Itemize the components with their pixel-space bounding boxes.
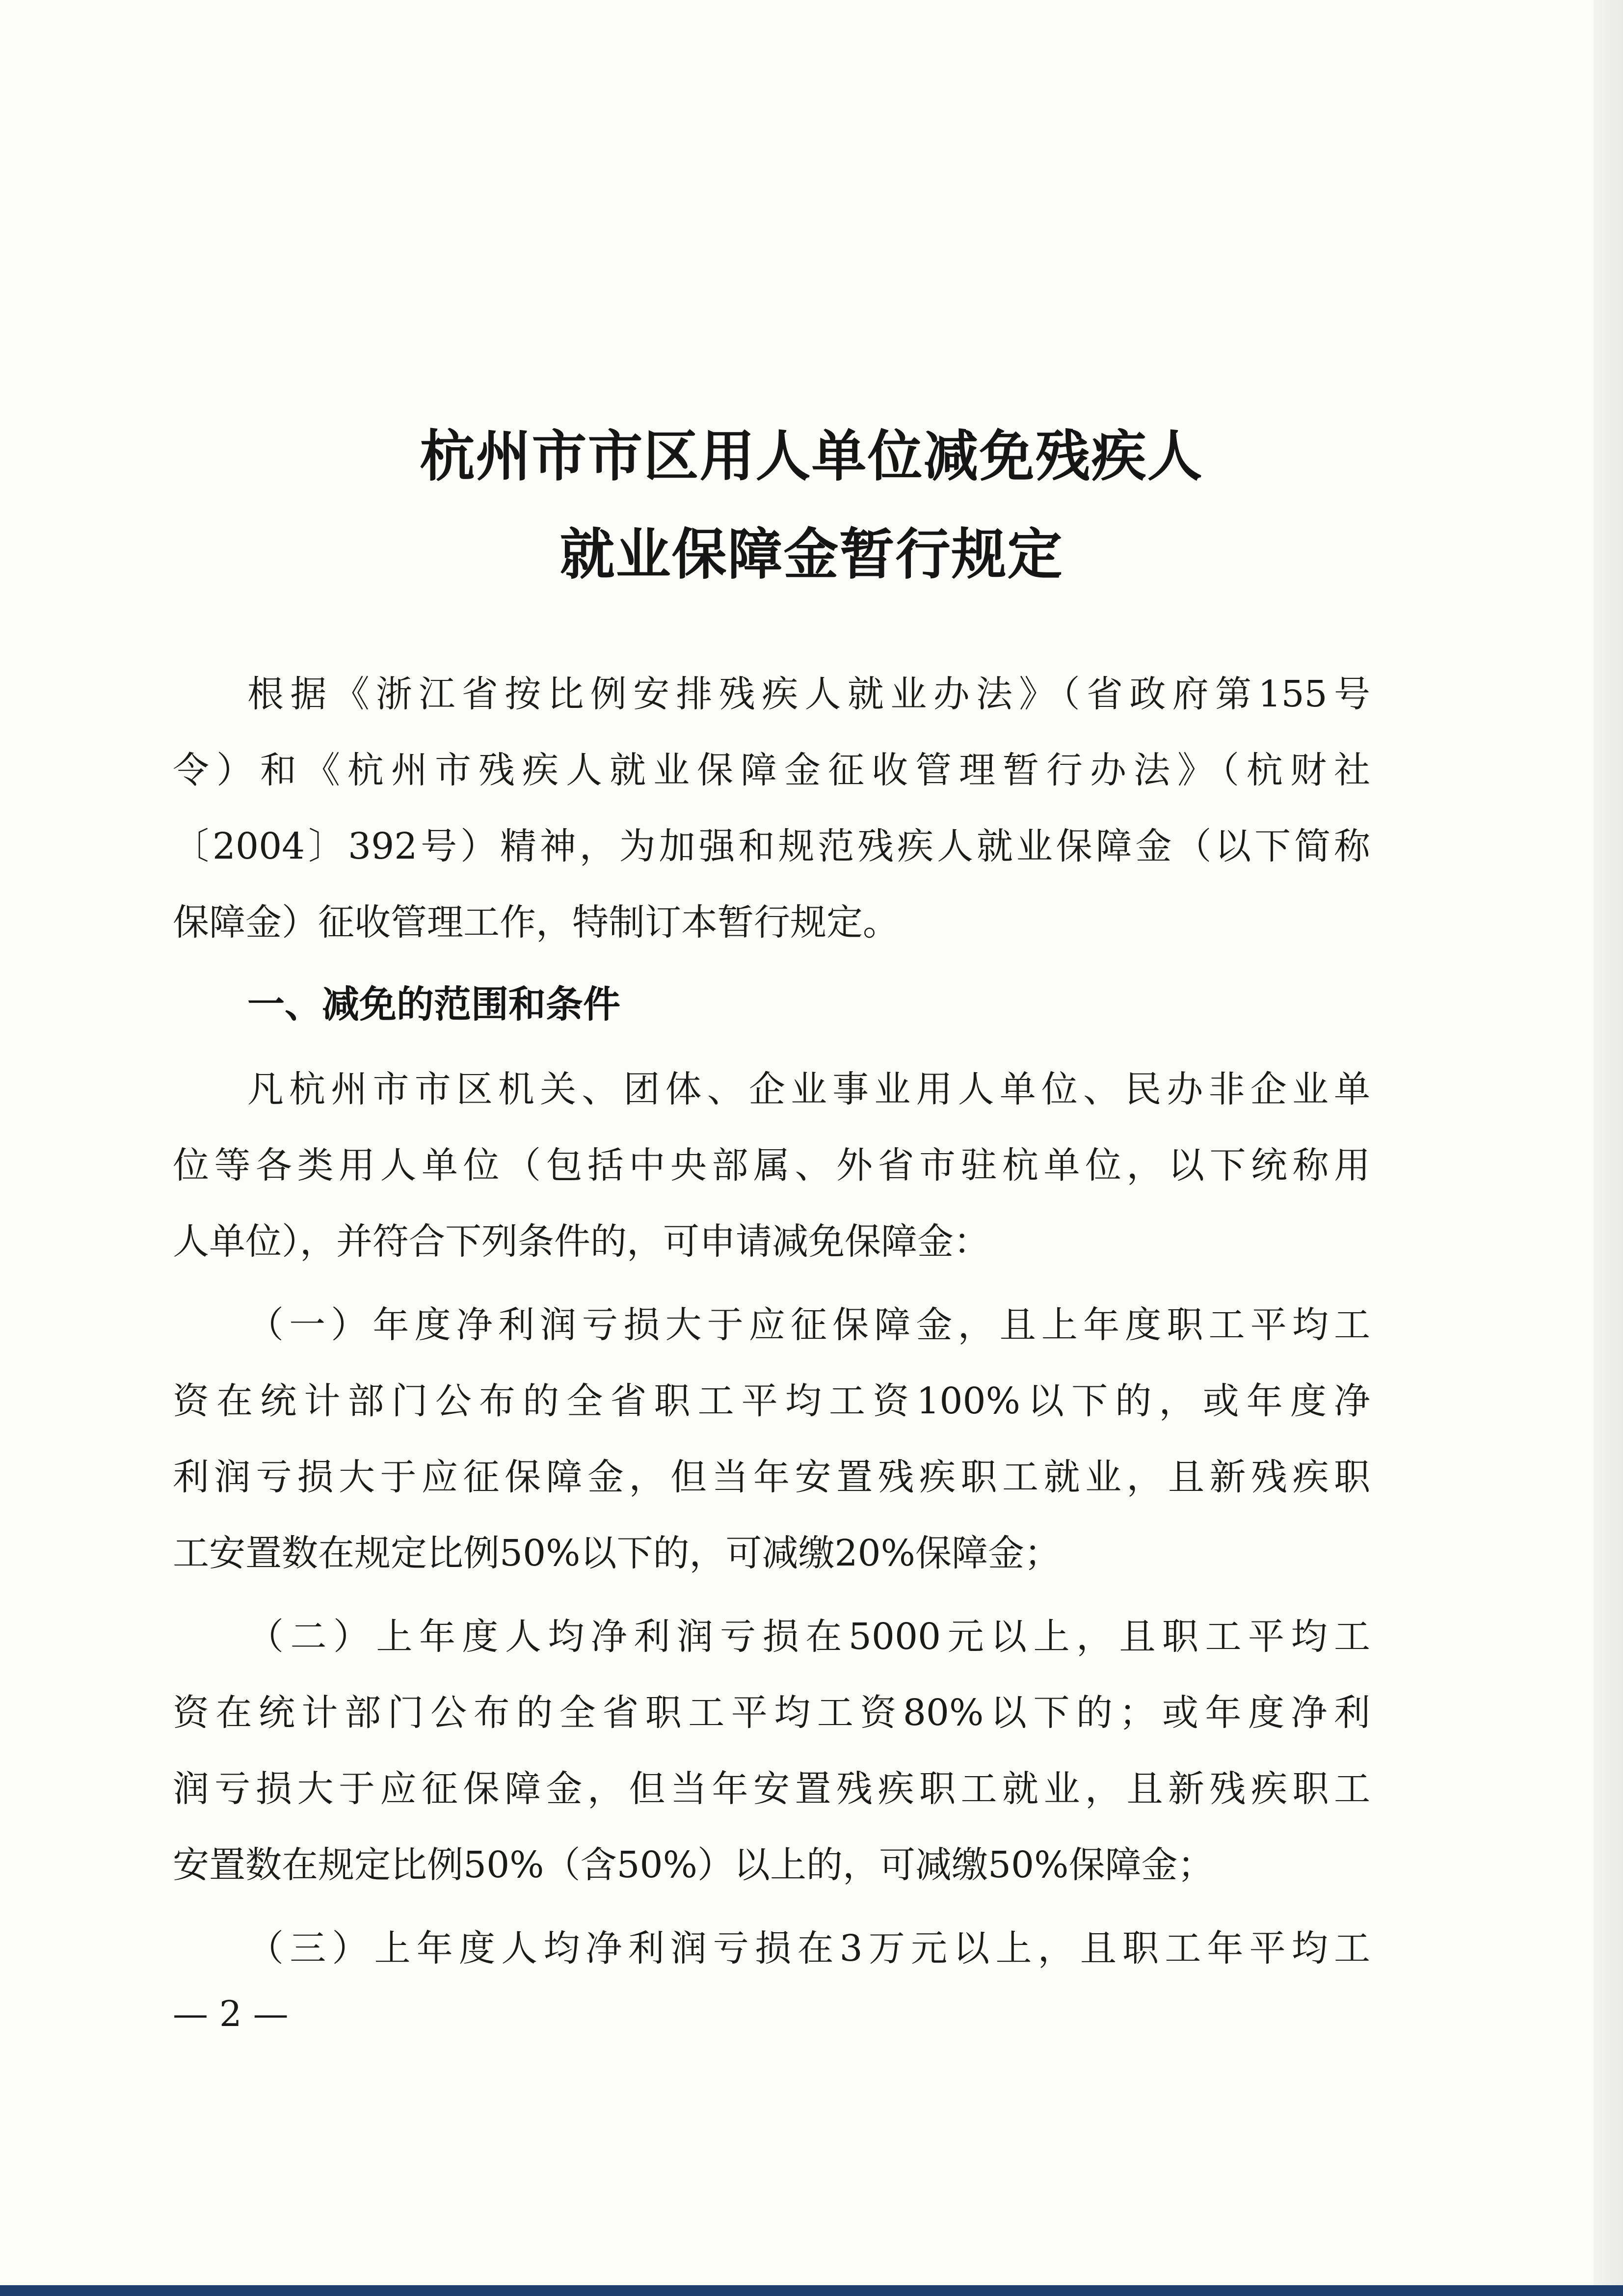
- scan-edge-shadow: [1594, 0, 1623, 2296]
- section-1-line-2: 位等各类用人单位（包括中央部属、外省市驻杭单位，以下统称用: [173, 1144, 1370, 1187]
- section-1-line-1: 凡杭州市市区机关、团体、企业事业用人单位、民办非企业单: [247, 1068, 1370, 1110]
- document-title-line-2: 就业保障金暂行规定: [559, 522, 1064, 587]
- item-2-line-1: （二）上年度人均净利润亏损在5000元以上，且职工平均工: [247, 1616, 1370, 1658]
- scan-bottom-border: [0, 2285, 1623, 2296]
- document-title-line-1: 杭州市市区用人单位减免残疾人: [420, 424, 1203, 488]
- intro-line-2: 令）和《杭州市残疾人就业保障金征收管理暂行办法》（杭财社: [173, 749, 1370, 791]
- intro-line-1: 根据《浙江省按比例安排残疾人就业办法》（省政府第155号: [247, 673, 1370, 715]
- section-1-heading: 一、减免的范围和条件: [247, 982, 620, 1026]
- item-1-line-3: 利润亏损大于应征保障金，但当年安置残疾职工就业，且新残疾职: [173, 1456, 1370, 1498]
- section-1-line-3: 人单位），并符合下列条件的，可申请减免保障金：: [173, 1220, 990, 1263]
- item-1-line-1: （一）年度净利润亏损大于应征保障金，且上年度职工平均工: [247, 1304, 1370, 1346]
- item-2-line-2: 资在统计部门公布的全省职工平均工资80%以下的；或年度净利: [173, 1692, 1370, 1734]
- item-1-line-2: 资在统计部门公布的全省职工平均工资100%以下的，或年度净: [173, 1380, 1370, 1422]
- item-2-line-4: 安置数在规定比例50%（含50%）以上的，可减缴50%保障金；: [173, 1844, 1214, 1886]
- intro-line-3: 〔2004〕392号）精神，为加强和规范残疾人就业保障金（以下简称: [173, 825, 1370, 867]
- page-number: — 2 —: [173, 1993, 289, 2034]
- item-3-line-1: （三）上年度人均净利润亏损在3万元以上，且职工年平均工: [247, 1927, 1370, 1970]
- item-2-line-3: 润亏损大于应征保障金，但当年安置残疾职工就业，且新残疾职工: [173, 1768, 1370, 1810]
- item-1-line-4: 工安置数在规定比例50%以下的，可减缴20%保障金；: [173, 1532, 1061, 1574]
- intro-line-4: 保障金）征收管理工作，特制订本暂行规定。: [173, 901, 899, 944]
